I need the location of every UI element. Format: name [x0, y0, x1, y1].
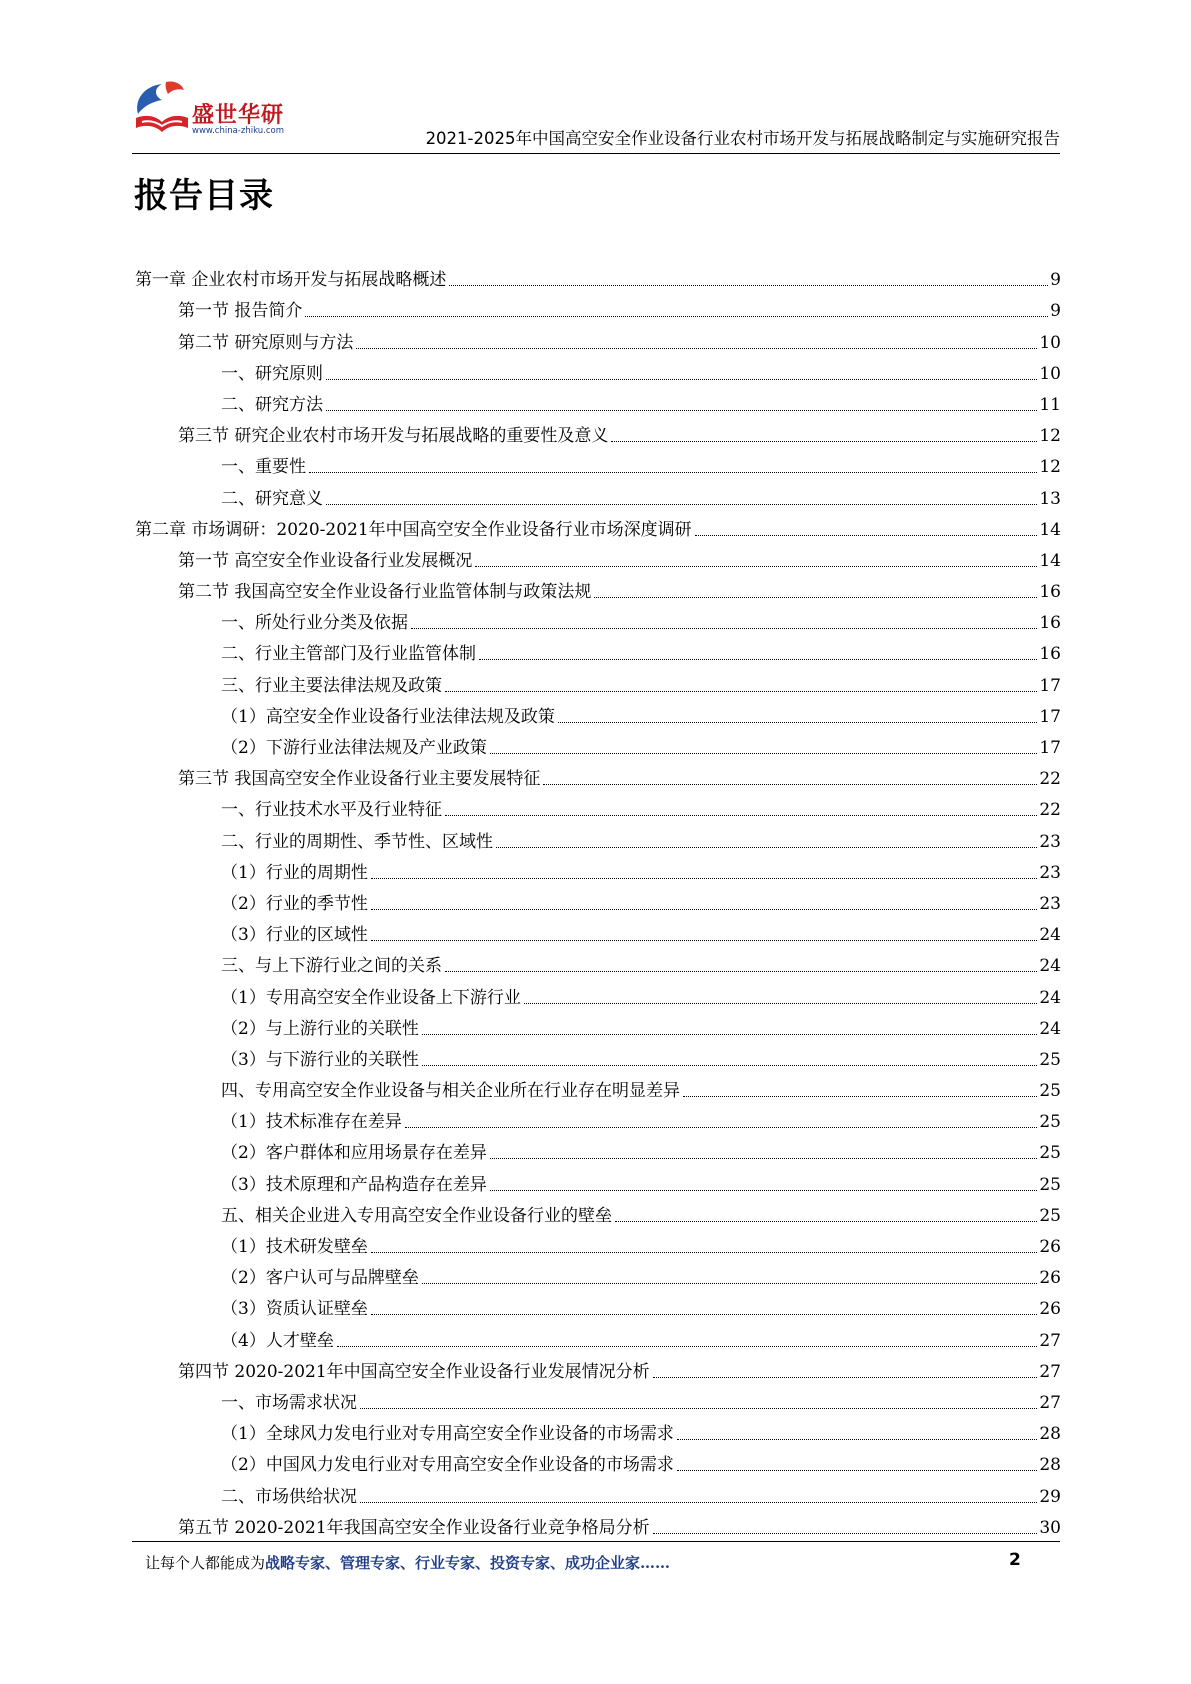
toc-dot-leader: [360, 1502, 1037, 1503]
toc-dot-leader: [490, 1190, 1038, 1191]
toc-entry-label: 第四节 2020-2021年中国高空安全作业设备行业发展情况分析: [178, 1361, 650, 1382]
toc-entry[interactable]: [135, 477, 1061, 508]
toc-entry-label: 第二节 我国高空安全作业设备行业监管体制与政策法规: [178, 582, 592, 603]
toc-entry[interactable]: [135, 1288, 1061, 1319]
toc-dot-leader: [594, 597, 1037, 598]
toc-entry[interactable]: [135, 602, 1061, 633]
toc-entry-label: 二、研究方法: [221, 394, 323, 415]
toc-entry[interactable]: [135, 1413, 1061, 1444]
toc-dot-leader: [611, 441, 1037, 442]
toc-entry[interactable]: [135, 696, 1061, 727]
toc-dot-leader: [695, 535, 1038, 536]
toc-entry-label: 二、研究意义: [221, 488, 323, 509]
toc-entry-label: （1）技术标准存在差异: [221, 1112, 402, 1133]
toc-entry[interactable]: [135, 540, 1061, 571]
toc-dot-leader: [356, 348, 1037, 349]
toc-dot-leader: [543, 784, 1037, 785]
toc-entry-page: 23: [1039, 862, 1061, 883]
toc-entry-page: 23: [1039, 893, 1061, 914]
toc-entry-label: 一、所处行业分类及依据: [221, 613, 408, 634]
brand-logo-icon: [132, 78, 192, 140]
toc-dot-leader: [496, 847, 1037, 848]
toc-dot-leader: [445, 971, 1037, 972]
toc-entry[interactable]: [135, 1226, 1061, 1257]
toc-entry-page: 26: [1039, 1299, 1061, 1320]
toc-entry-page: 27: [1039, 1361, 1061, 1382]
toc-entry[interactable]: [135, 883, 1061, 914]
toc-dot-leader: [490, 1158, 1038, 1159]
toc-entry-page: 25: [1039, 1174, 1061, 1195]
toc-entry-label: （3）资质认证壁垒: [221, 1299, 368, 1320]
toc-entry[interactable]: [135, 290, 1061, 321]
toc-dot-leader: [445, 691, 1037, 692]
toc-dot-leader: [305, 316, 1048, 317]
toc-dot-leader: [326, 379, 1037, 380]
toc-entry-label: （3）技术原理和产品构造存在差异: [221, 1174, 487, 1195]
toc-entry[interactable]: [135, 727, 1061, 758]
toc-entry[interactable]: [135, 914, 1061, 945]
toc-entry-page: 26: [1039, 1237, 1061, 1257]
footer-slogan-highlight: 战略专家、管理专家、行业专家、投资专家、成功企业家……: [265, 1554, 671, 1572]
toc-entry-page: 10: [1039, 332, 1061, 353]
toc-entry-label: （1）高空安全作业设备行业法律法规及政策: [221, 706, 555, 727]
toc-entry[interactable]: [135, 384, 1061, 415]
toc-entry[interactable]: [135, 1257, 1061, 1288]
toc-entry-label: 第一章 企业农村市场开发与拓展战略概述: [135, 270, 447, 291]
toc-entry[interactable]: [135, 945, 1061, 976]
toc-dot-leader: [422, 1065, 1038, 1066]
toc-dot-leader: [371, 940, 1038, 941]
toc-entry-page: 10: [1039, 363, 1061, 384]
toc-entry-page: 17: [1039, 675, 1061, 696]
toc-entry-page: 24: [1039, 1018, 1061, 1039]
toc-dot-leader: [683, 1096, 1037, 1097]
toc-entry-label: 第二节 研究原则与方法: [178, 332, 354, 353]
toc-entry[interactable]: [135, 1382, 1061, 1413]
toc-entry[interactable]: [135, 976, 1061, 1007]
toc-entry-page: 25: [1039, 1049, 1061, 1070]
toc-entry-page: 16: [1039, 582, 1061, 603]
toc-entry-label: 二、行业的周期性、季节性、区域性: [221, 831, 493, 852]
toc-entry-page: 27: [1039, 1330, 1061, 1351]
brand-logo: [132, 78, 312, 148]
toc-entry-label: 三、行业主要法律法规及政策: [221, 675, 442, 696]
toc-dot-leader: [677, 1470, 1038, 1471]
toc-entry-label: 第二章 市场调研：2020-2021年中国高空安全作业设备行业市场深度调研: [135, 519, 692, 540]
toc-entry[interactable]: [135, 820, 1061, 851]
toc-entry[interactable]: [135, 509, 1061, 540]
footer-divider: [132, 1541, 1060, 1542]
toc-entry-label: 二、市场供给状况: [221, 1486, 357, 1507]
toc-entry-label: 一、行业技术水平及行业特征: [221, 800, 442, 821]
toc-dot-leader: [337, 1346, 1038, 1347]
toc-entry-page: 30: [1039, 1517, 1061, 1538]
toc-entry[interactable]: [135, 571, 1061, 602]
toc-entry-label: （1）全球风力发电行业对专用高空安全作业设备的市场需求: [221, 1424, 674, 1445]
toc-entry[interactable]: [135, 664, 1061, 695]
brand-name: 盛世华研: [192, 103, 285, 128]
toc-entry-page: 28: [1039, 1455, 1061, 1476]
toc-entry[interactable]: [135, 789, 1061, 820]
toc-entry-page: 11: [1039, 394, 1061, 415]
report-title: 2021-2025年中国高空安全作业设备行业农村市场开发与拓展战略制定与实施研究报告: [425, 129, 1060, 148]
toc-dot-leader: [326, 504, 1037, 505]
toc-entry-label: 第一节 高空安全作业设备行业发展概况: [178, 550, 473, 571]
toc-entry-page: 16: [1039, 613, 1061, 634]
toc-dot-leader: [479, 659, 1037, 660]
toc-entry-label: 四、专用高空安全作业设备与相关企业所在行业存在明显差异: [221, 1081, 680, 1102]
toc-dot-leader: [524, 1003, 1038, 1004]
toc-entry-label: （2）行业的季节性: [221, 893, 368, 914]
toc-entry-label: 第三节 研究企业农村市场开发与拓展战略的重要性及意义: [178, 426, 609, 447]
toc-entry-page: 25: [1039, 1205, 1061, 1226]
toc-entry-label: 一、研究原则: [221, 363, 323, 384]
page-title: 报告目录: [134, 176, 274, 216]
toc-dot-leader: [475, 566, 1037, 567]
toc-entry[interactable]: [135, 415, 1061, 446]
toc-entry[interactable]: [135, 1475, 1061, 1506]
toc-dot-leader: [445, 815, 1037, 816]
toc-dot-leader: [653, 1377, 1038, 1378]
toc-entry-page: 14: [1039, 550, 1061, 571]
toc-entry-label: 第五节 2020-2021年我国高空安全作业设备行业竞争格局分析: [178, 1517, 650, 1538]
toc-entry-label: （1）行业的周期性: [221, 862, 368, 883]
toc-entry-label: （4）人才壁垒: [221, 1330, 334, 1351]
toc-entry-label: 一、市场需求状况: [221, 1392, 357, 1413]
toc-dot-leader: [615, 1221, 1037, 1222]
toc-entry-page: 26: [1039, 1268, 1061, 1289]
toc-dot-leader: [309, 472, 1037, 473]
toc-entry-page: 23: [1039, 831, 1061, 852]
toc-dot-leader: [360, 1408, 1037, 1409]
page-number: 2: [1009, 1550, 1021, 1570]
toc-entry-label: （2）与上游行业的关联性: [221, 1018, 419, 1039]
toc-dot-leader: [558, 722, 1038, 723]
toc-entry[interactable]: [135, 852, 1061, 883]
toc-dot-leader: [371, 878, 1038, 879]
toc-dot-leader: [371, 1252, 1038, 1253]
toc-entry-page: 24: [1039, 987, 1061, 1008]
toc-entry-page: 14: [1039, 519, 1061, 540]
toc-entry-page: 24: [1039, 956, 1061, 977]
toc-entry-page: 25: [1039, 1143, 1061, 1164]
footer-slogan-prefix: 让每个人都能成为: [145, 1554, 266, 1572]
toc-entry-page: 25: [1039, 1112, 1061, 1133]
header-divider: [132, 153, 1060, 154]
toc-entry-page: 22: [1039, 800, 1061, 821]
toc-entry-label: （2）客户认可与品牌壁垒: [221, 1268, 419, 1289]
toc-entry[interactable]: [135, 1319, 1061, 1350]
toc-entry[interactable]: [135, 758, 1061, 789]
toc-entry-page: 28: [1039, 1424, 1061, 1445]
toc-entry[interactable]: [135, 1195, 1061, 1226]
toc-dot-leader: [326, 410, 1037, 411]
toc-entry-page: 17: [1039, 738, 1061, 758]
toc-entry[interactable]: [135, 1039, 1061, 1070]
toc-entry-page: 29: [1039, 1486, 1061, 1507]
toc-entry-label: 一、重要性: [221, 457, 306, 478]
toc-dot-leader: [411, 628, 1037, 629]
toc-entry-label: （2）客户群体和应用场景存在差异: [221, 1143, 487, 1164]
toc-entry[interactable]: [135, 1070, 1061, 1101]
toc-entry-label: （1）专用高空安全作业设备上下游行业: [221, 987, 521, 1008]
toc-entry-page: 12: [1039, 457, 1061, 478]
toc-dot-leader: [405, 1127, 1038, 1128]
toc-dot-leader: [449, 285, 1048, 286]
toc-entry-page: 22: [1039, 769, 1061, 790]
toc-dot-leader: [371, 909, 1038, 910]
toc-entry-label: （3）行业的区域性: [221, 925, 368, 946]
toc-entry-page: 12: [1039, 426, 1061, 447]
toc-entry[interactable]: [135, 446, 1061, 477]
toc-entry-page: 24: [1039, 925, 1061, 946]
toc-entry-page: 9: [1050, 301, 1061, 322]
toc-dot-leader: [490, 753, 1038, 754]
toc-entry-label: 二、行业主管部门及行业监管体制: [221, 644, 476, 665]
toc-dot-leader: [422, 1034, 1038, 1035]
toc-dot-leader: [422, 1283, 1038, 1284]
toc-entry[interactable]: [135, 321, 1061, 352]
toc-entry-page: 13: [1039, 488, 1061, 509]
toc-entry-page: 27: [1039, 1392, 1061, 1413]
toc-entry[interactable]: [135, 1101, 1061, 1132]
toc-entry-page: 16: [1039, 644, 1061, 665]
toc-entry[interactable]: [135, 1163, 1061, 1194]
toc-entry-label: 第三节 我国高空安全作业设备行业主要发展特征: [178, 769, 541, 790]
toc-entry[interactable]: [135, 1008, 1061, 1039]
toc-dot-leader: [371, 1314, 1038, 1315]
toc-entry[interactable]: [135, 1444, 1061, 1475]
toc-entry[interactable]: [135, 353, 1061, 384]
toc-entry-label: （1）技术研发壁垒: [221, 1237, 368, 1257]
toc-entry[interactable]: [135, 259, 1061, 290]
toc-entry-label: （3）与下游行业的关联性: [221, 1049, 419, 1070]
toc-entry-page: 9: [1050, 270, 1061, 291]
toc-entry-label: 三、与上下游行业之间的关系: [221, 956, 442, 977]
toc-entry[interactable]: [135, 1507, 1061, 1538]
table-of-contents: [135, 259, 1061, 1538]
footer-slogan: [145, 1552, 670, 1573]
toc-entry[interactable]: [135, 1132, 1061, 1163]
toc-entry-label: 第一节 报告简介: [178, 301, 303, 322]
toc-dot-leader: [653, 1533, 1038, 1534]
toc-entry[interactable]: [135, 1351, 1061, 1382]
toc-entry-label: （2）下游行业法律法规及产业政策: [221, 738, 487, 758]
toc-entry-page: 17: [1039, 706, 1061, 727]
brand-url: www.china-zhiku.com: [192, 126, 284, 136]
toc-entry[interactable]: [135, 633, 1061, 664]
toc-dot-leader: [677, 1439, 1038, 1440]
toc-entry-label: （2）中国风力发电行业对专用高空安全作业设备的市场需求: [221, 1455, 674, 1476]
toc-entry-label: 五、相关企业进入专用高空安全作业设备行业的壁垒: [221, 1205, 612, 1226]
toc-entry-page: 25: [1039, 1081, 1061, 1102]
